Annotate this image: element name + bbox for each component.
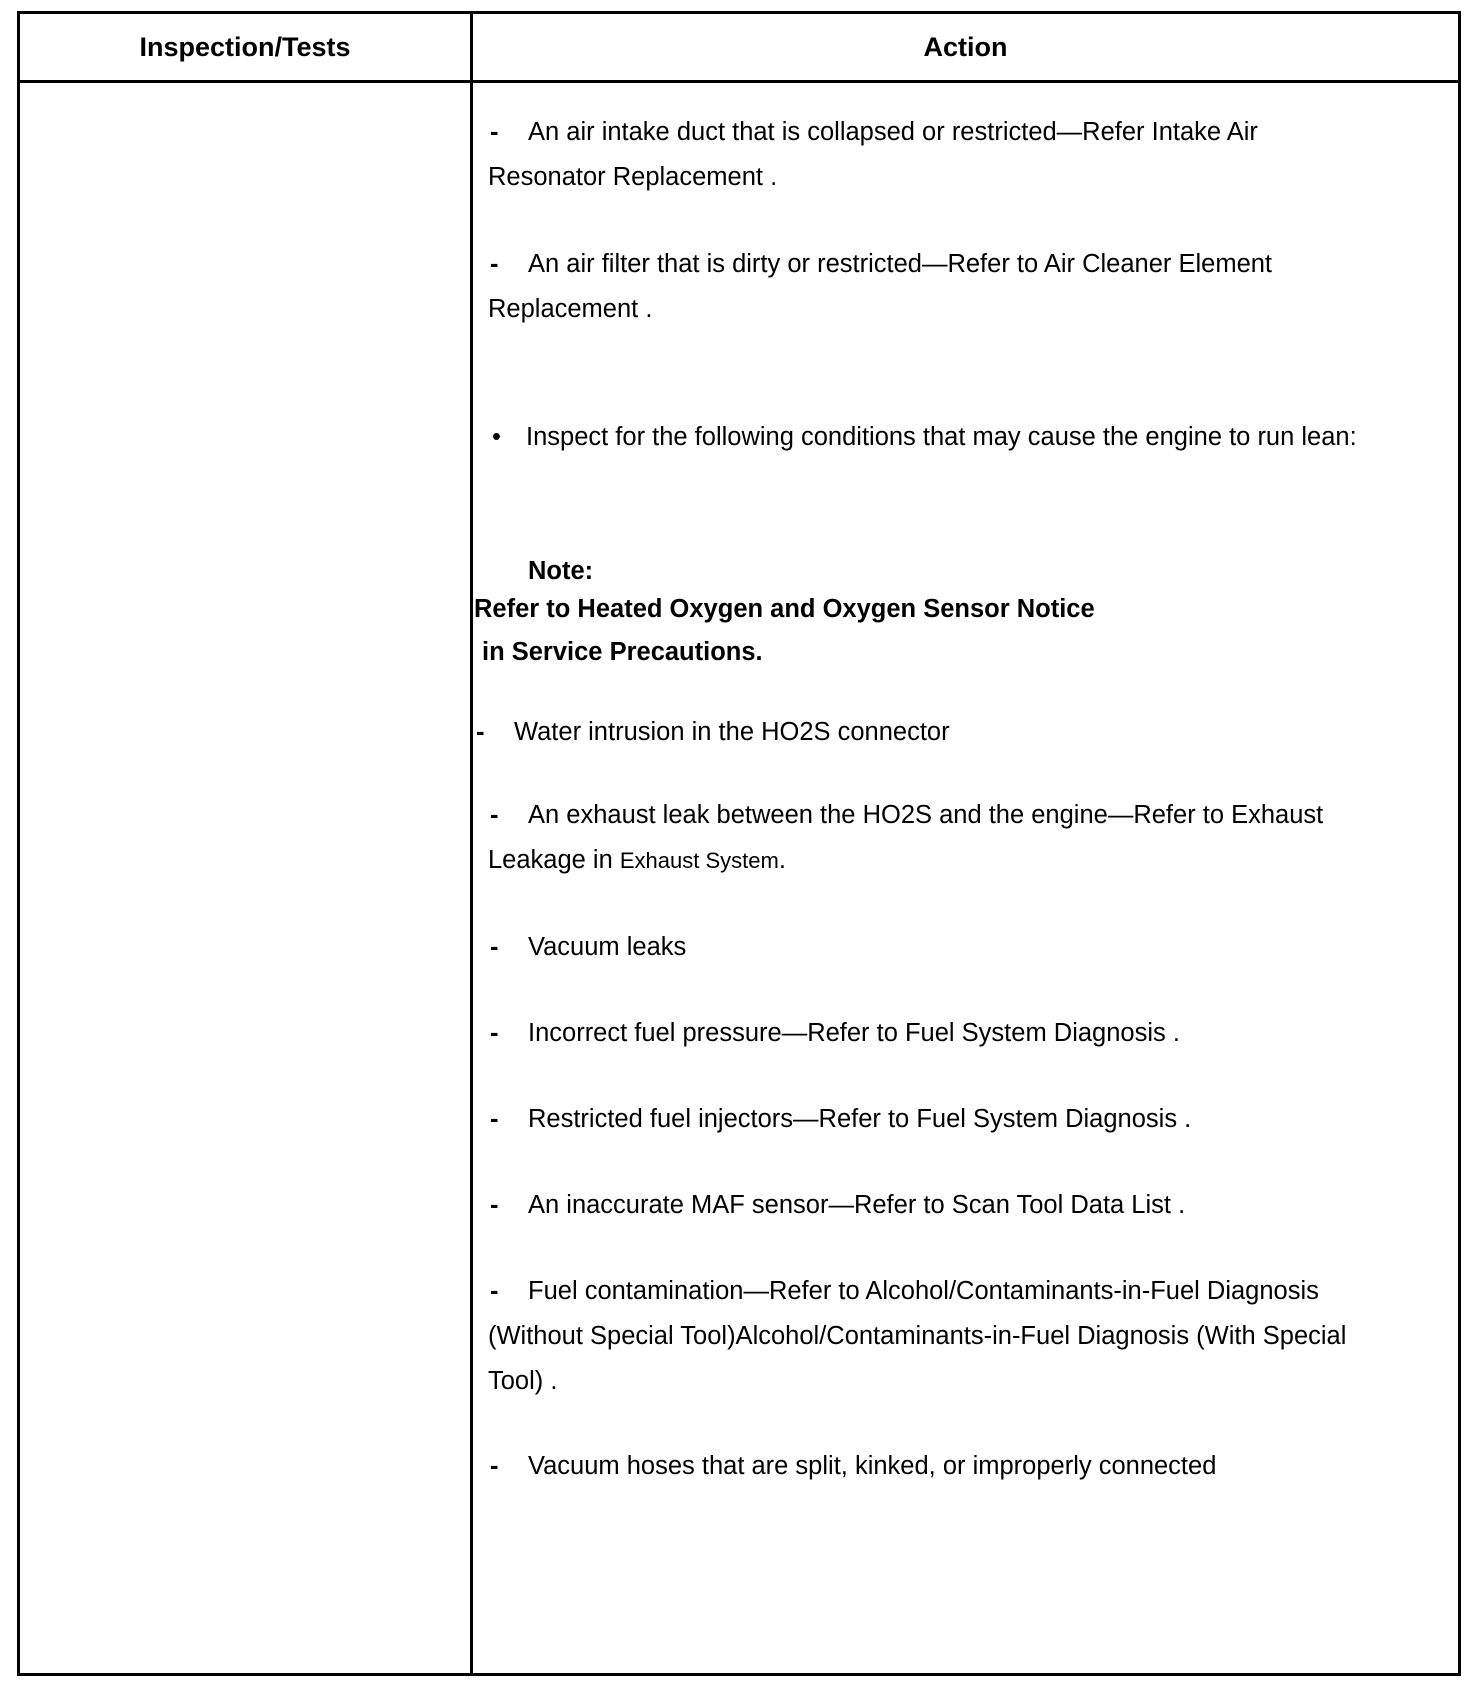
note-line-2: in Service Precautions. [482,638,763,666]
inspection-tests-header: Inspection/Tests [139,32,351,62]
list-item-intake-duct [488,110,1368,200]
bullet-marker: • [492,423,501,451]
dash-marker: - [490,1105,499,1133]
list-item-vacuum-hoses [488,1444,1368,1489]
item-text: An air filter that is dirty or restricted—Refer to Air Cleaner Element Replacement . [488,250,1273,323]
item-text: Incorrect fuel pressure—Refer to Fuel System Diagnosis . [528,1019,1180,1047]
action-cell [473,83,1458,1673]
list-item-vacuum-leaks [488,925,1368,970]
dash-marker: - [490,801,499,829]
list-item-inspect-lean [488,415,1368,460]
item-text: Vacuum hoses that are split, kinked, or improperly connected [528,1452,1217,1480]
action-header: Action [923,32,1008,62]
item-text: Fuel contamination—Refer to Alcohol/Contaminants-in-Fuel Diagnosis (Without Special Tool)Alcohol/Contaminants-in-Fuel Diagnosis (With Special Tool) . [488,1277,1347,1395]
dash-marker: - [490,250,499,278]
item-text: Inspect for the following conditions that may cause the engine to run lean: [526,423,1357,451]
list-item-fuel-contamination [488,1269,1368,1404]
dash-marker: - [490,1191,499,1219]
dash-marker: - [490,1452,499,1480]
list-item-exhaust-leak [488,793,1368,883]
dash-marker: - [476,718,485,746]
note-label: Note: [528,557,594,585]
dash-marker: - [490,1019,499,1047]
list-item-water-intrusion [474,710,1354,755]
list-item-maf-sensor [488,1183,1368,1228]
item-text: Restricted fuel injectors—Refer to Fuel System Diagnosis . [528,1105,1192,1133]
item-text: Water intrusion in the HO2S connector [514,718,950,746]
list-item-fuel-injectors [488,1097,1368,1142]
dash-marker: - [490,118,499,146]
item-period: . [778,846,786,874]
dash-marker: - [490,933,499,961]
dash-marker: - [490,1277,499,1305]
exhaust-system-link[interactable]: Exhaust System [619,848,779,873]
list-item-air-filter [488,242,1368,332]
diagnostic-table [17,11,1461,1676]
item-text: An exhaust leak between the HO2S and the engine—Refer to Exhaust Leakage in [488,801,1324,874]
item-text: An inaccurate MAF sensor—Refer to Scan Tool Data List . [528,1191,1186,1219]
list-item-fuel-pressure [488,1011,1368,1056]
item-text: Vacuum leaks [528,933,687,961]
item-text: An air intake duct that is collapsed or restricted—Refer Intake Air Resonator Replacement . [488,118,1258,191]
note-line-1: Refer to Heated Oxygen and Oxygen Sensor Notice [474,595,1095,623]
